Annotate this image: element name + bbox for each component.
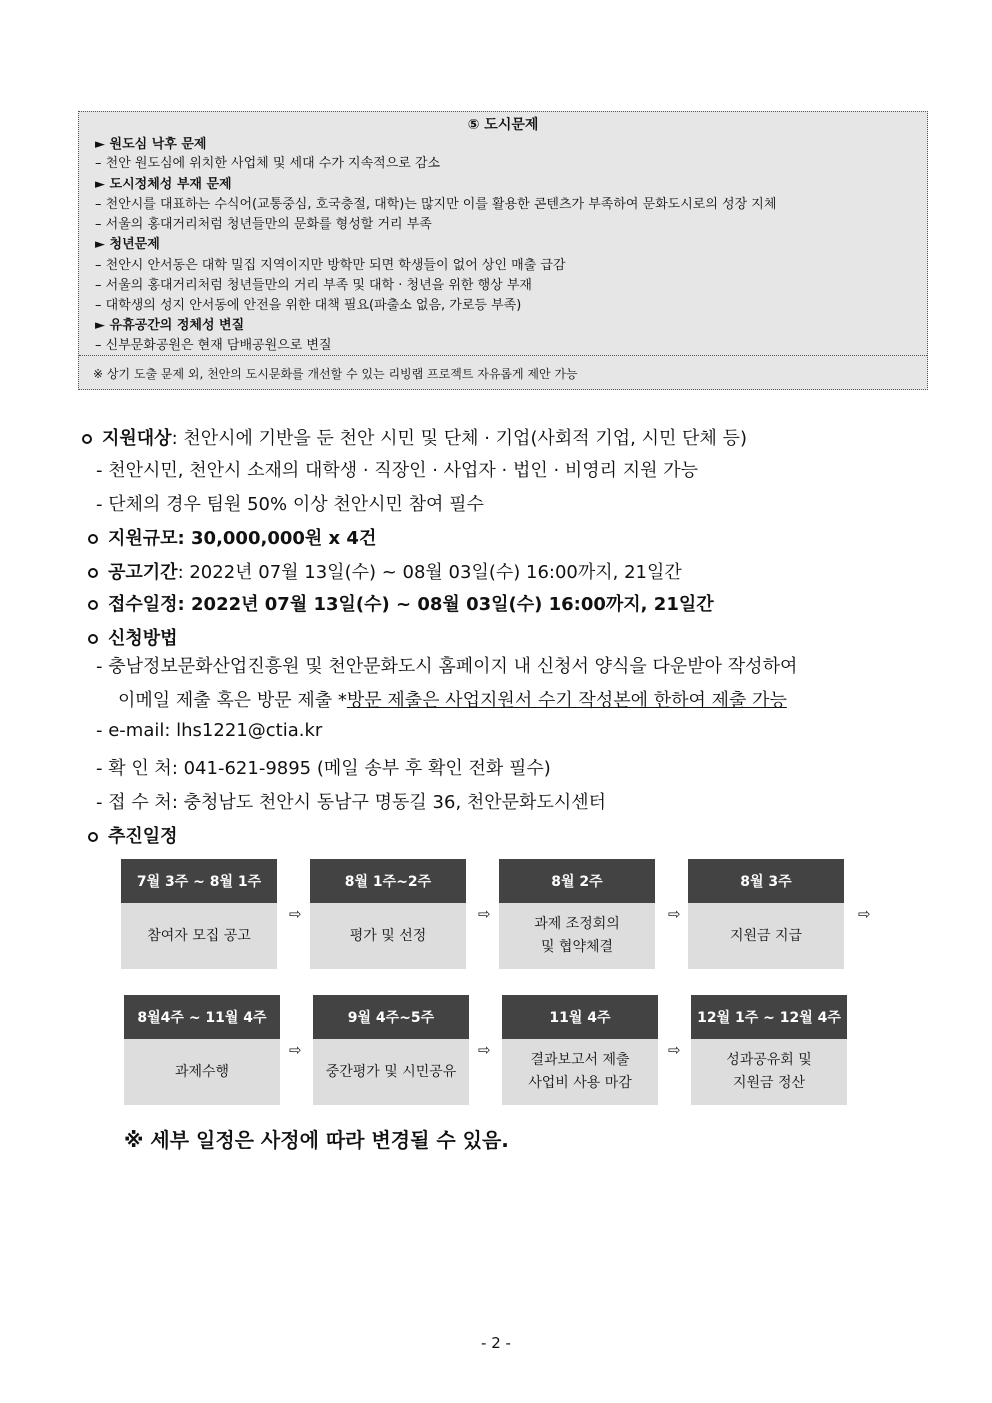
step-task-line: 중간평가 및 시민공유 <box>325 1063 457 1080</box>
step-task-line: 참여자 모집 공고 <box>147 927 251 944</box>
circle-bullet-icon <box>88 568 98 578</box>
support-target-sub: - 천안시민, 천안시 소재의 대학생 · 직장인 · 사업자 · 법인 · 비영리 지원 가능 <box>96 460 699 481</box>
section-heading: ► 원도심 낙후 문제 <box>95 137 207 152</box>
section-line: – 서울의 홍대거리처럼 청년들만의 문화를 형성할 거리 부족 <box>95 217 432 232</box>
apply-method-label: 신청방법 <box>108 628 178 649</box>
visit-submission-note: 방문 제출은 사업지원서 수기 작성본에 한하여 제출 가능 <box>346 690 787 711</box>
step-task <box>313 1039 469 1105</box>
schedule-footnote: ※ 세부 일정은 사정에 따라 변경될 수 있음. <box>124 1128 509 1152</box>
support-scale <box>88 524 376 550</box>
step-period: 9월 4주~5주 <box>313 995 469 1039</box>
section-heading: ► 도시정체성 부재 문제 <box>95 177 232 192</box>
apply-method <box>88 624 178 650</box>
apply-method-line <box>118 686 787 712</box>
support-target <box>82 424 747 450</box>
schedule-step <box>313 995 469 1105</box>
step-period: 8월 3주 <box>688 859 844 903</box>
right-arrow-icon: ⇨ <box>858 905 871 923</box>
box-title: ⑤ 도시문제 <box>467 117 539 133</box>
step-task <box>691 1039 847 1105</box>
step-period: 8월4주 ~ 11월 4주 <box>124 995 280 1039</box>
apply-method-line-text: 이메일 제출 혹은 방문 제출 * <box>118 690 347 711</box>
section-line: – 천안시를 대표하는 수식어(교통중심, 호국충절, 대학)는 많지만 이를 활용한 콘텐츠가 부족하여 문화도시로의 성장 지체 <box>95 197 777 212</box>
right-arrow-icon: ⇨ <box>668 905 681 923</box>
apply-method-line: - 충남정보문화산업진흥원 및 천안문화도시 홈페이지 내 신청서 양식을 다운받아 작성하여 <box>96 656 798 677</box>
step-period: 12월 1주 ~ 12월 4주 <box>691 995 847 1039</box>
urban-problems-box <box>78 111 928 390</box>
circle-bullet-icon <box>88 634 98 644</box>
section-heading: ► 유휴공간의 정체성 변질 <box>95 318 245 333</box>
support-scale-text: 지원규모: 30,000,000원 x 4건 <box>108 528 377 549</box>
section-line: – 신부문화공원은 현재 담배공원으로 변질 <box>95 338 332 353</box>
step-task-line: 지원금 정산 <box>732 1075 806 1091</box>
receipt-schedule <box>88 590 714 616</box>
right-arrow-icon: ⇨ <box>478 905 491 923</box>
section-line: – 천안 원도심에 위치한 사업체 및 세대 수가 지속적으로 감소 <box>95 156 441 171</box>
section-heading: ► 청년문제 <box>95 237 160 252</box>
schedule-step <box>502 995 658 1105</box>
circle-bullet-icon <box>88 832 98 842</box>
receipt-schedule-text: 접수일정: 2022년 07월 13일(수) ~ 08월 03일(수) 16:00까지, 21일간 <box>108 594 714 615</box>
schedule-step <box>121 859 277 969</box>
step-task-line: 과제 조정회의 <box>534 916 620 932</box>
schedule-step <box>688 859 844 969</box>
step-task <box>499 903 655 969</box>
right-arrow-icon: ⇨ <box>668 1041 681 1059</box>
step-task-line: 지원금 지급 <box>729 927 803 944</box>
email-line: - e-mail: lhs1221@ctia.kr <box>96 720 323 741</box>
page-number: - 2 - <box>481 1334 511 1352</box>
announce-period <box>88 558 682 584</box>
circle-bullet-icon <box>88 600 98 610</box>
schedule-step <box>499 859 655 969</box>
step-task-line: 성과공유회 및 <box>726 1052 812 1068</box>
section-line: – 대학생의 성지 안서동에 안전을 위한 대책 필요(파출소 없음, 가로등 부족) <box>95 298 522 313</box>
right-arrow-icon: ⇨ <box>289 905 302 923</box>
circle-bullet-icon <box>88 534 98 544</box>
step-task-line: 평가 및 선정 <box>349 927 427 944</box>
step-task <box>124 1039 280 1105</box>
section-line: – 서울의 홍대거리처럼 청년들만의 거리 부족 및 대학 · 청년을 위한 행상 부재 <box>95 278 532 293</box>
support-target-text: : 천안시에 기반을 둔 천안 시민 및 단체 · 기업(사회적 기업, 시민 단체 등) <box>171 428 747 449</box>
section-line: – 천안시 안서동은 대학 밀집 지역이지만 방학만 되면 학생들이 없어 상인 매출 급감 <box>95 258 566 273</box>
right-arrow-icon: ⇨ <box>478 1041 491 1059</box>
announce-period-text: : 2022년 07월 13일(수) ~ 08월 03일(수) 16:00까지, 21일간 <box>177 562 682 583</box>
schedule-step <box>124 995 280 1105</box>
step-period: 7월 3주 ~ 8월 1주 <box>121 859 277 903</box>
right-arrow-icon: ⇨ <box>289 1041 302 1059</box>
step-task-line: 과제수행 <box>174 1063 230 1080</box>
announce-period-label: 공고기간 <box>108 562 178 583</box>
box-note: ※ 상기 도출 문제 외, 천안의 도시문화를 개선할 수 있는 리빙랩 프로젝트 자유롭게 제안 가능 <box>93 367 578 381</box>
circle-bullet-icon <box>82 434 92 444</box>
schedule-step <box>310 859 466 969</box>
note-divider <box>79 355 927 356</box>
step-task-line: 사업비 사용 마감 <box>528 1075 632 1091</box>
progress-label: 추진일정 <box>108 826 178 847</box>
step-task <box>121 903 277 969</box>
step-task <box>502 1039 658 1105</box>
progress-heading <box>88 822 178 848</box>
support-target-label: 지원대상 <box>102 428 172 449</box>
address-line: - 접 수 처: 충청남도 천안시 동남구 명동길 36, 천안문화도시센터 <box>96 792 606 813</box>
step-period: 8월 2주 <box>499 859 655 903</box>
step-period: 11월 4주 <box>502 995 658 1039</box>
contact-line: - 확 인 처: 041-621-9895 (메일 송부 후 확인 전화 필수) <box>96 758 551 779</box>
step-task-line: 결과보고서 제출 <box>530 1052 630 1068</box>
step-task-line: 및 협약체결 <box>540 939 614 955</box>
step-task <box>310 903 466 969</box>
schedule-step <box>691 995 847 1105</box>
step-task <box>688 903 844 969</box>
support-target-sub: - 단체의 경우 팀원 50% 이상 천안시민 참여 필수 <box>96 494 484 515</box>
step-period: 8월 1주~2주 <box>310 859 466 903</box>
